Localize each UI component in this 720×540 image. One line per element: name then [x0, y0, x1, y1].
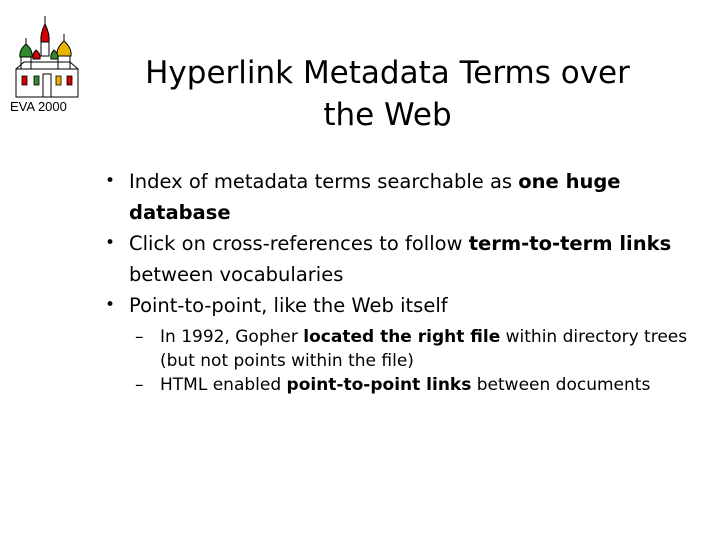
sub-bullet-list [105, 325, 695, 397]
sub-bullet-text: In 1992, Gopher [160, 327, 304, 347]
bullet-emphasis: one huge database [129, 170, 621, 224]
sub-bullet-text-tail: between documents [471, 375, 651, 395]
bullet-text: Click on cross-references to follow [129, 232, 469, 255]
sub-bullet-text: HTML enabled [160, 375, 287, 395]
bullet-marker: • [105, 295, 116, 315]
bullet-list [105, 166, 695, 397]
sub-bullet-item [105, 373, 695, 397]
sub-bullet-marker: – [135, 375, 144, 395]
bullet-item [105, 228, 695, 290]
slide-title [110, 52, 665, 136]
sub-bullet-emphasis: located the right file [303, 327, 501, 347]
cathedral-logo [12, 14, 88, 100]
cathedral-icon [12, 14, 88, 100]
logo-label: EVA 2000 [10, 99, 67, 114]
sub-bullet-item [105, 325, 695, 373]
bullet-item [105, 166, 695, 228]
sub-bullet-marker: – [135, 327, 144, 347]
title-line-1: Hyperlink Metadata Terms over [145, 55, 630, 91]
bullet-text: Point-to-point, like the Web itself [129, 294, 448, 317]
bullet-text-tail: between vocabularies [129, 263, 344, 286]
bullet-item [105, 290, 695, 321]
sub-bullet-emphasis: point-to-point links [286, 375, 472, 395]
bullet-marker: • [105, 171, 116, 191]
bullet-text: Index of metadata terms searchable as [129, 170, 519, 193]
sub-bullet-text-tail: within directory trees (but not points within the file) [160, 327, 688, 371]
bullet-emphasis: term-to-term links [468, 232, 672, 255]
bullet-marker: • [105, 233, 116, 253]
title-line-2: the Web [323, 97, 452, 133]
